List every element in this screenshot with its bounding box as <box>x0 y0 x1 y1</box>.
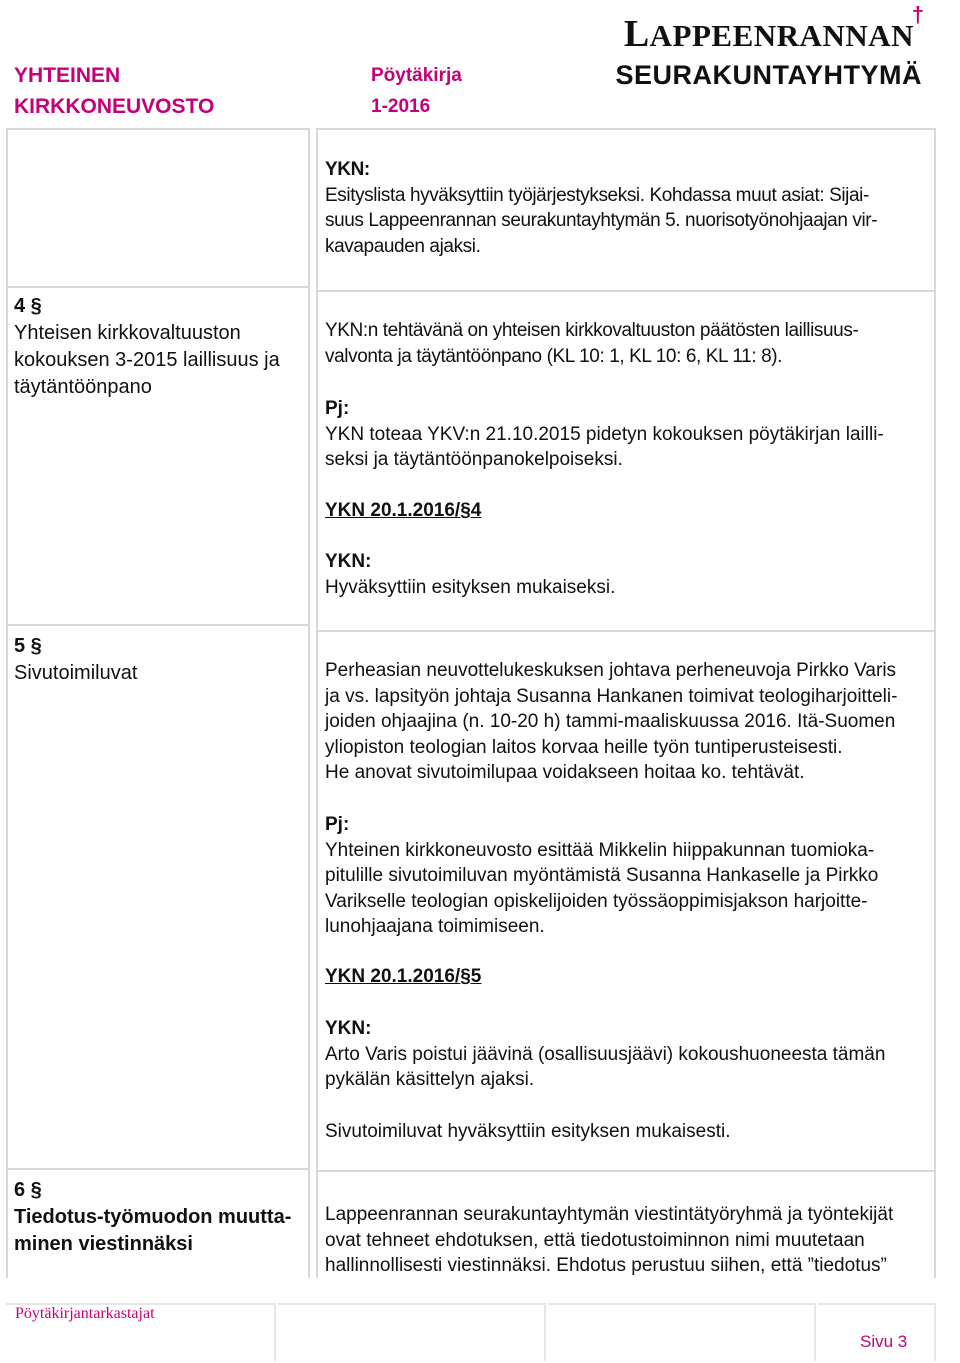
section-5-decision <box>325 1016 925 1093</box>
left-column-border <box>6 128 8 1278</box>
section-4-intro <box>325 318 925 369</box>
row-divider-4-left <box>6 286 308 288</box>
right-column-divider <box>316 128 318 1278</box>
section-4-heading <box>14 293 280 401</box>
parish-name-line-2: SEURAKUNTAYHTYMÄ <box>615 60 922 90</box>
footer-sep-1 <box>274 1303 276 1361</box>
intro-line: Esityslista hyväksyttiin työjärjestykseksi. Kohdassa muut asiat: Sijai- <box>325 184 869 206</box>
body-line: Yhteinen kirkkoneuvosto esittää Mikkelin hiippakunnan tuomioka- <box>325 839 875 861</box>
section-number: 6 § <box>14 1179 42 1201</box>
section-title-line: Sivutoimiluvat <box>14 662 138 684</box>
body-line: Varikselle teologian opiskelijoiden työssäoppimisjakson harjoitte- <box>325 890 868 912</box>
section-number: 4 § <box>14 295 42 317</box>
doc-number: 1-2016 <box>371 96 431 117</box>
body-line: valvonta ja täytäntöönpano (KL 10: 1, KL 10: 6, KL 11: 8). <box>325 345 783 367</box>
row-divider-5-right <box>316 630 934 632</box>
section-4-pj <box>325 396 925 473</box>
intro-line: suus Lappeenrannan seurakuntayhtymän 5. nuorisotyönohjaajan vir- <box>325 210 878 231</box>
footer-sep-4 <box>934 1303 936 1361</box>
footer-box-mid-top <box>278 1303 544 1305</box>
footer-sep-2 <box>544 1303 546 1361</box>
body-line: joiden ohjaajina (n. 10-20 h) tammi-maaliskuussa 2016. Itä-Suomen <box>325 711 896 732</box>
section-4-decision <box>325 549 925 600</box>
cross-icon: † <box>911 2 924 27</box>
intro-block <box>325 157 925 259</box>
body-line: Perheasian neuvottelukeskuksen johtava perheneuvoja Pirkko Varis <box>325 660 897 681</box>
decision-text: Hyväksyttiin esityksen mukaiseksi. <box>325 576 616 598</box>
section-title-line: Yhteisen kirkkovaltuuston <box>14 322 241 344</box>
organization-name <box>14 60 214 122</box>
footer-box-page-top <box>818 1303 934 1305</box>
body-line: ja vs. lapsityön johtaja Susanna Hankanen toimivat teologiharjoitteli- <box>325 685 898 707</box>
intro-line: kavapauden ajaksi. <box>325 235 481 257</box>
body-line: lunohjaajana toimimiseen. <box>325 916 545 937</box>
body-line: yliopiston teologian laitos korvaa heille työn tuntiperusteisesti. <box>325 736 843 758</box>
intro-ykn-label: YKN: <box>325 159 370 180</box>
body-line: YKN:n tehtävänä on yhteisen kirkkovaltuuston päätösten laillisuus- <box>325 320 859 341</box>
org-line-1: YHTEINEN <box>14 64 121 87</box>
body-line: seksi ja täytäntöönpanokelpoiseksi. <box>325 449 623 470</box>
org-line-2: KIRKKONEUVOSTO <box>14 95 215 118</box>
row-divider-6-right <box>316 1170 934 1172</box>
left-column-divider <box>308 128 310 1278</box>
page-number: Sivu 3 <box>860 1332 908 1351</box>
section-number: 5 § <box>14 635 42 657</box>
table-top-left-border <box>6 128 308 130</box>
parish-name-line-1 <box>624 12 914 56</box>
ykn-label: YKN: <box>325 551 372 572</box>
row-divider-6-left <box>6 1168 308 1170</box>
row-divider-5-left <box>6 624 308 626</box>
parish-initial: L <box>623 13 650 55</box>
body-line: hallinnollisesti viestinnäksi. Ehdotus perustuu siihen, että ”tiedotus” <box>325 1255 887 1276</box>
section-5-pj <box>325 812 925 940</box>
body-line: He anovat sivutoimilupaa voidakseen hoitaa ko. tehtävät. <box>325 762 805 783</box>
doc-type-label: Pöytäkirja <box>371 65 462 86</box>
row-divider-4-right <box>316 290 934 292</box>
body-line: pitulille sivutoimiluvan myöntämistä Susanna Hankaselle ja Pirkko <box>325 865 879 886</box>
section-title-line: täytäntöönpano <box>14 376 152 398</box>
body-line: Lappeenrannan seurakuntayhtymän viestintätyöryhmä ja työntekijät <box>325 1204 894 1225</box>
section-title-line: Tiedotus-työmuodon muutta- <box>14 1206 292 1228</box>
reviewers-label: Pöytäkirjantarkastajat <box>15 1305 155 1322</box>
section-title-line: kokouksen 3-2015 laillisuus ja <box>14 349 280 371</box>
section-5-reference: YKN 20.1.2016/§5 <box>325 966 482 987</box>
pj-label: Pj: <box>325 814 350 835</box>
ykn-label: YKN: <box>325 1018 372 1039</box>
footer-sep-3 <box>814 1303 816 1361</box>
decision-text: pykälän käsittelyn ajaksi. <box>325 1069 535 1090</box>
decision-text: Arto Varis poistui jäävinä (osallisuusjäävi) kokoushuoneesta tämän <box>325 1043 886 1065</box>
section-5-decision-final: Sivutoimiluvat hyväksyttiin esityksen mukaisesti. <box>325 1121 731 1142</box>
section-5-intro <box>325 658 925 786</box>
section-5-heading <box>14 633 137 687</box>
table-top-right-border <box>316 128 934 130</box>
section-6-intro <box>325 1202 925 1279</box>
section-4-reference: YKN 20.1.2016/§4 <box>325 500 482 521</box>
body-line: ovat tehneet ehdotuksen, että tiedotustoiminnon nimi muutetaan <box>325 1229 865 1251</box>
pj-label: Pj: <box>325 398 350 419</box>
section-6-heading <box>14 1177 291 1258</box>
section-title-line: minen viestinnäksi <box>14 1233 193 1255</box>
body-line: YKN toteaa YKV:n 21.10.2015 pidetyn kokouksen pöytäkirjan lailli- <box>325 423 884 445</box>
right-column-border <box>934 128 936 1278</box>
document-type <box>371 60 462 122</box>
footer-box-right-top <box>548 1303 814 1305</box>
parish-name-rest: APPEENRANNAN <box>649 18 914 53</box>
